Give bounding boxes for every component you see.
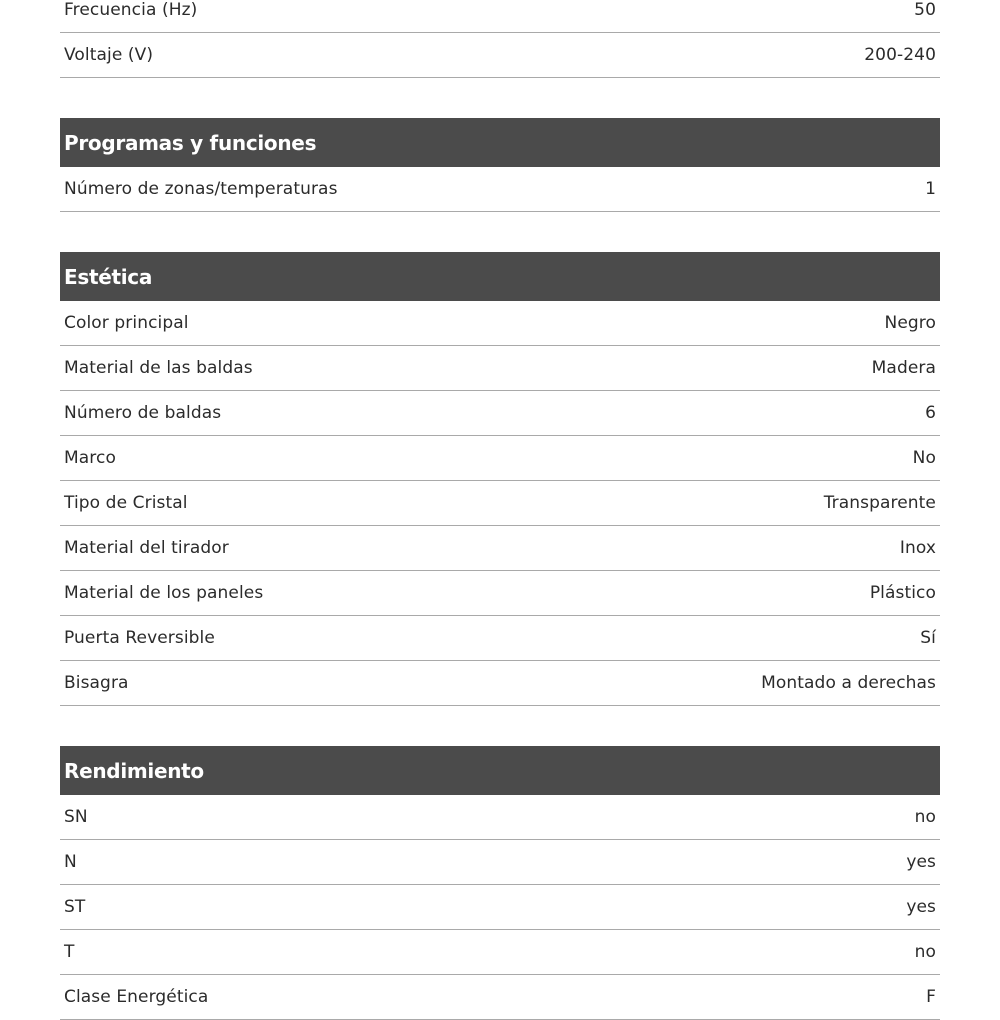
spec-value: no	[914, 807, 936, 827]
spec-row	[60, 930, 940, 975]
section-header: Programas y funciones	[60, 118, 940, 167]
spec-label: Frecuencia (Hz)	[64, 0, 198, 20]
spec-label: Voltaje (V)	[64, 45, 154, 65]
spec-value: 50	[914, 0, 936, 20]
spec-value: 200-240	[864, 45, 936, 65]
spec-label: Clase Energética	[64, 987, 209, 1007]
spec-row-frecuencia	[60, 0, 940, 33]
spec-label: Puerta Reversible	[64, 628, 215, 648]
spec-row	[60, 391, 940, 436]
spec-value: Transparente	[823, 493, 936, 513]
spec-value: F	[926, 987, 936, 1007]
spec-label: SN	[64, 807, 88, 827]
spec-value: Negro	[884, 313, 936, 333]
spec-value: Montado a derechas	[761, 673, 936, 693]
section-estetica	[60, 252, 940, 706]
spec-label: Color principal	[64, 313, 189, 333]
spec-label: Número de baldas	[64, 403, 222, 423]
spec-sheet	[60, 0, 940, 1020]
section-rendimiento	[60, 746, 940, 1020]
spec-value: Sí	[920, 628, 936, 648]
spec-label: Marco	[64, 448, 116, 468]
spec-label: ST	[64, 897, 86, 917]
section-programas	[60, 118, 940, 212]
spec-row	[60, 885, 940, 930]
spec-row	[60, 481, 940, 526]
spec-row	[60, 301, 940, 346]
spec-value: no	[914, 942, 936, 962]
spec-label: T	[64, 942, 75, 962]
spec-row	[60, 616, 940, 661]
spec-row	[60, 167, 940, 212]
spec-row	[60, 571, 940, 616]
spec-row	[60, 975, 940, 1020]
spec-row	[60, 661, 940, 706]
section-header: Estética	[60, 252, 940, 301]
spec-value: No	[912, 448, 936, 468]
spec-label: Tipo de Cristal	[64, 493, 188, 513]
section-header: Rendimiento	[60, 746, 940, 795]
spec-label: Material de las baldas	[64, 358, 253, 378]
spec-value: Madera	[871, 358, 936, 378]
spec-value: Plástico	[869, 583, 936, 603]
spec-value: yes	[906, 852, 936, 872]
spec-value: yes	[906, 897, 936, 917]
spec-row	[60, 346, 940, 391]
spec-row	[60, 840, 940, 885]
spec-row	[60, 795, 940, 840]
spec-label: N	[64, 852, 77, 872]
spec-row	[60, 436, 940, 481]
spec-value: 1	[925, 179, 936, 199]
spec-label: Bisagra	[64, 673, 129, 693]
spec-label: Material de los paneles	[64, 583, 264, 603]
spec-value: 6	[925, 403, 936, 423]
spec-row	[60, 526, 940, 571]
spec-row-voltaje	[60, 33, 940, 78]
spec-value: Inox	[899, 538, 936, 558]
spec-label: Número de zonas/temperaturas	[64, 179, 338, 199]
spec-label: Material del tirador	[64, 538, 229, 558]
